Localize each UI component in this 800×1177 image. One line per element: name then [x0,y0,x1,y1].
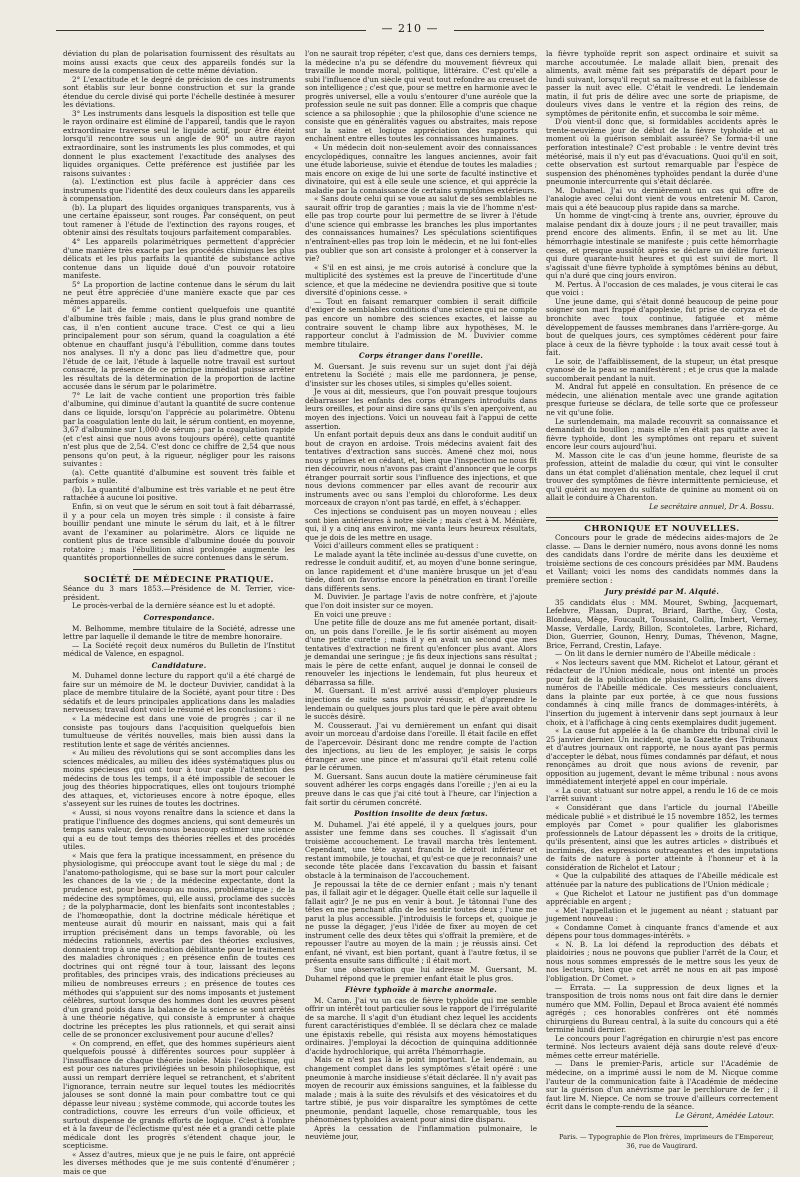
subsection-title: Correspondance. [143,613,215,622]
paragraph: M. Duhamel donne lecture du rapport qu'il a été chargé de faire sur un mémoire de M. le docteur Duvivier, candidat à la place de membre titulaire de la Société, ayant pour titre : Des sédatifs et de leurs principales applications dans les maladies nerveuses; travail dont voici le résumé et les conclusions : [63,671,295,715]
paragraph: l'on ne saurait trop répéter, c'est que, dans ces derniers temps, la médecine n'a pu se défendre du mouvement fiévreux qui travaille le monde moral, politique, littéraire. C'est qu'elle a subi l'influence d'un siècle qui veut tout refondre au creuset de son intelligence ; c'est que, pour se mettre en harmonie avec le progrès universel, elle a voulu s'entourer d'une auréole que la profession seule ne suit pas donner. Elle a compris que chaque science a sa philosophie ; que la philosophie d'une science ne consiste que en généralités vagues ou abstraites, mais repose sur la saine et logique appréciation des rapports qui enchaînent entre elles toutes les connaissances humaines. [305,49,537,144]
subsection-title: Position insolite de deux fœtus. [354,809,488,819]
paragraph: Le soir, de l'affaiblissement, de la stupeur, un état presque cyanosé de la peau se manifestèrent ; et je crus que la malade succomberait pendant la nuit. [546,356,778,383]
subsection-title: Corps étranger dans l'oreille. [358,351,484,361]
paragraph: 7° Le lait de vache contient une proportion très faible d'albumine, qui diminue d'autant la quantité de sucre contenue dans ce liquide, lorsqu'on l'apprécie au polarimètre. Obtenu par la coagulation lente du lait, le sérum contient, en moyenne, 3,67 d'albumine sur 1,000 de sérum ; par la coagulation rapide (et c'est ainsi que nous avons toujours opéré), cette quantité n'est plus que de 2,54. C'est donc ce chiffre de 2,54 que nous pensons qu'on peut, à la rigueur, négliger pour les raisons suivantes : [63,390,295,469]
paragraph: Ces injections se conduisent pas un moyen nouveau ; elles sont bien antérieures à notre siècle ; mais c'est à M. Ménière, qui, il y a cinq ans environ, me vanta leurs heureux résultats, que je dois de les mettre en usage. [305,506,537,542]
paragraph: la fièvre typhoïde reprit son aspect ordinaire et suivit sa marche accoutumée. Le malade allait bien, prenait des aliments, avait même fait ses préparatifs de départ pour le lundi suivant, lorsqu'il reçut sa maîtresse et eut la faiblesse de passer la nuit avec elle. C'était le vendredi. Le lendemain matin, il fut pris de délire avec une sorte de priapisme, de douleurs vives dans le ventre et la région des reins, de symptômes de péritonite enfin, et succomba le soir même. [546,49,778,118]
paragraph: « Au milieu des révolutions qui se sont accomplies dans les sciences médicales, au milieu des idées systématiques plus ou moins spécieuses qui ont tour à tour capté l'attention des médecins de tous les temps, il a été impossible de secouer le joug des théories hippocratiques, elles ont toujours triomphé des attaques, et, victorieuses encore à notre époque, elles s'asseyent sur les ruines de toutes les doctrines. [63,748,295,809]
paragraph: Un enfant portait depuis deux ans dans le conduit auditif un bout de crayon en ardoise. Trois médecins avaient fait des tentatives d'extraction sans succès. Amené chez moi, nous nous y prîmes et en cédant, et, bien que l'inspection ne nous fît rien découvrir, nous n'avons pas craint d'annoncer que le corps étranger pourrait sortir sous l'influence des injections, et que nous devions commencer par elles avant de recourir aux instruments avec ou sans l'emploi du chloroforme. Les deux morceaux de crayon n'ont pas tardé, en effet, à s'échapper. [305,430,537,508]
paragraph: « Aussi, si nous voyons renaître dans la science et dans la pratique l'influence des dogmes anciens, qui sont demeurés un temps sans valeur, devons-nous beaucoup estimer une science qui a eu de tout temps des théories réelles et des procédés utiles. [63,808,295,852]
paragraph: « La cause fut appelée à la 6e chambre du tribunal civil le 25 janvier dernier. Un incident, que la Gazette des Tribunaux et d'autres journaux ont rapporté, ne nous ayant pas permis d'accepter le débat, nous fûmes condamnés par défaut, et nous renonçâmes au droit que nous avions de revenir, par opposition au jugement, devant le même tribunal : nous avons immédiatement interjeté appel en cour impériale. [546,726,778,787]
paragraph: Après la cessation de l'inflammation pulmonaire, le neuvième jour, [305,1123,537,1142]
paragraph: Concours pour le grade de médecins aides-majors de 2e classe. — Dans le dernier numéro, nous avons donné les noms des candidats dans l'ordre de mérite dans les deuxième et troisième sections de ces concours présidées par MM. Baudens et Vaillant; voici les noms des candidats nommés dans la première section : [546,533,779,585]
column-2 [305,50,537,1150]
paragraph: « Assez d'autres, mieux que je ne puis le faire, ont apprécié les diverses méthodes que je me suis contenté d'énumérer ; mais ce que [63,1149,295,1176]
double-rule [546,517,778,521]
paragraph: M. Masson cite le cas d'un jeune homme, fleuriste de sa profession, atteint de maladie du cœur, qui vint le consulter dans un état complet d'aliénation mentale, chez lequel il crut trouver des symptômes de fièvre intermittente pernicieuse, et qu'il guérit au moyen du sulfate de quinine au moment où on allait le conduire à Charenton. [546,450,778,503]
paragraph: Je vous ai dit, messieurs, que l'on pouvait presque toujours débarrasser les enfants des corps étrangers introduits dans leurs oreilles, et pour ainsi dire sans qu'ils s'en aperçoivent, au moyen des injections. Voici un nouveau fait à l'appui de cette assertion. [305,387,537,431]
subsection-title: Jury présidé par M. Alquié. [604,587,720,597]
signature: Le secrétaire annuel, Dr A. Bossu. [649,501,774,511]
paragraph: Mais ce n'est pas là le point important. Le lendemain, au changement complet dans les symptômes s'était opéré : une pneumonie à marche insidieuse s'était déclarée. Il n'y avait pas moyen de recourir aux émissions sanguines, et la faiblesse du malade ; mais à la suite des révulsifs et des vésicatoires et du tartre stibié, je pus voir disparaître les symptômes de cette pneumonie, pendant laquelle, chose remarquable, tous les phénomènes typhoïdes avaient pour ainsi dire disparu. [305,1055,537,1125]
paragraph: 4° Les appareils polarimétriques permettent d'apprécier d'une manière très exacte par les procédés chimiques les plus délicats et les plus parfaits la quantité de substance active contenue dans un liquide doué d'un pouvoir rotatoire manifeste. [63,237,295,281]
paragraph: Enfin, si on veut que le sérum en soit tout à fait débarrassé, il y a pour cela un moyen très simple : il consiste à faire bouillir pendant une minute le sérum du lait, et à le filtrer avant de l'examiner au polarimètre. Alors ce liquide ne contient plus de trace sensible d'albumine douée du pouvoir rotatoire ; mais l'ébullition ainsi prolongée augmente les quantités proportionnelles de sucre contenues dans le sérum. [63,501,295,563]
paragraph: — Tout en faisant remarquer combien il serait difficile d'exiger de semblables conditions d'une science qui ne compte pas encore un nombre des sciences exactes, et laisse au contraire souvent le champ libre aux hypothèses, M. le rapporteur conclut à l'admission de M. Duvivier comme membre titulaire. [305,296,537,349]
page-header [56,22,764,40]
paragraph: Je repoussai la tête de ce dernier enfant ; mais n'y tenant pas, il fallait agir et le dégager. Quelle était celle sur laquelle il fallait agir? Je ne pus en venir à bout. Je tâtonnai l'une des têtes en me penchant afin de les sentir toutes deux ; l'une me parut la plus accessible. J'introduisis le forceps et, quoique je ne pusse la dégager, j'eus l'idée de fixer au moyen de cet instrument celle des deux têtes qui s'offrait la première, et de repousser l'autre au moyen de la main ; je réussis ainsi. Cet enfant, né vivant, est bien portant, quant à l'autre fœtus, il se présenta ensuite sans difficulté ; il était mort. [305,879,537,966]
section-title: CHRONIQUE ET NOUVELLES. [584,522,740,533]
paragraph: Une jeune dame, qui s'était donné beaucoup de peine pour soigner son mari frappé d'apoplexie, fut prise de coryza et de bronchite avec toux continue, fatiguée et même développement de fausses membranes dans l'arrière-gorge. Au bout de quelques jours, ces symptômes cédèrent pour faire place à ceux de la fièvre typhoïde : la toux avait cessé tout à fait. [546,296,778,358]
ornament-divider [63,566,295,572]
subsection-title: Fièvre typhoïde à marche anormale. [344,985,498,995]
paragraph: (b). La plupart des liquides organiques transparents, vus à une certaine épaisseur, sont rouges. Par conséquent, on peut tout ramener à l'étude de l'extinction des rayons rouges, et obtenir ainsi des résultats toujours parfaitement comparables. [63,202,295,238]
paragraph: M. Andral fut appelé en consultation. En présence de ce médecin, une aliénation mentale avec une grande agitation presque furieuse se déclara, de telle sorte que ce professeur ne vit qu'une folie. [546,382,778,417]
ornament-divider [546,1123,778,1129]
paragraph: M. Cousseraut. J'ai vu dernièrement un enfant qui disait avoir un morceau d'ardoise dans l'oreille. Il était facile en effet de l'apercevoir. Désirant donc me rendre compte de l'action des injections, au lieu de les employer, je saisis le corps étranger avec une pince et m'assurai qu'il était retenu collé par le cérumen. [305,720,537,773]
paragraph: M. Belhomme, membre titulaire de la Société, adresse une lettre par laquelle il demande le titre de membre honoraire. [63,623,295,642]
paragraph: Le malade ayant la tête inclinée au-dessus d'une cuvette, on redresse le conduit auditif, et, au moyen d'une bonne seringue, on lance rapidement et d'une manière brusque un jet d'eau tiède, dont on favorise encore la pénétration en tirant l'oreille dans différents sens. [305,549,537,593]
paragraph: M. Duvivier. Je partage l'avis de notre confrère, et j'ajoute que l'on doit insister sur ce moyen. [305,592,537,610]
paragraph: (b). La quantité d'albumine est très variable et ne peut être rattachée à aucune loi positive. [63,484,295,503]
paragraph: M. Duhamel. J'ai été appelé, il y a quelques jours, pour assister une femme dans ses couches. Il s'agissait d'un troisième accouchement. Le travail marcha très lentement. Cependant, une tête ayant franchi le détroit inférieur et restant immobile, je touchai, et qu'est-ce que je reconnais? une seconde tête placée dans l'excavation du bassin et faisant obstacle à la terminaison de l'accouchement. [305,819,537,880]
paragraph: (a). L'extinction est plus facile à apprécier dans ces instruments que l'identité des deux couleurs dans les appareils à compensation. [63,177,295,204]
paragraph: D'où vient-il donc que, si formidables accidents après le trente-neuvième jour de début de la fièvre typhoïde et au moment où la guérison semblait assurée? Se forma-t-il une perforation intestinale? C'est probable : le ventre devint très météorisé, mais il n'y eut pas d'évacuations. Quoi qu'il en soit, cette observation est surtout remarquable par l'espèce de suspension des phénomènes typhoïdes pendant la durée d'une pneumonie intercurrente qui s'était déclarée. [546,117,778,187]
paragraph: « Un médecin doit non-seulement avoir des connaissances encyclopédiques, connaître les langues anciennes, avoir fait une étude laborieuse, suivie et étendue de toutes les maladies ; mais encore on exige de lui une sorte de faculté instinctive et divinatoire, qui est à elle seule une science, et qui apprécie la maladie par la connaissance de certains symptômes extérieurs. [305,143,537,195]
paragraph: M. Pertus. À l'occasion de ces malades, je vous citerai le cas que voici : [546,279,778,298]
paragraph: « Condamne Comet à cinquante francs d'amende et aux dépens pour tous dommages-intérêts. » [546,922,778,941]
paragraph: Le procès-verbal de la dernière séance est lu et adopté. [72,601,276,611]
paragraph: — Errata. — La suppression de deux lignes et la transposition de trois noms nous ont fait dire dans le dernier numéro que MM. Follin, Depaul et Broca avaient été nommés agrégés ; ces honorables confrères ont été nommés chirurgiens du Bureau central, à la suite du concours qui a été terminé lundi dernier. [546,982,778,1035]
paragraph: Le concours pour l'agrégation en chirurgie n'est pas encore terminé. Nos lecteurs avaient déjà sans doute relevé d'eux-mêmes cette erreur matérielle. [546,1033,778,1060]
paragraph: « La médecine est dans une voie de progrès ; car il ne consiste pas toujours dans l'acquisition quelquefois bien tumultueuse de vérités nouvelles, mais bien aussi dans la restitution lente et sage de vérités anciennes. [63,714,295,749]
paragraph: M. Caron. J'ai vu un cas de fièvre typhoïde qui me semble offrir un intérêt tout particulier sous le rapport de l'irrégularité de sa marche. Il s'agit d'un étudiant chez lequel les accidents furent caractéristiques d'emblée. Il se déclara chez ce malade une épistaxis rebelle, qui résista aux moyens hémostatiques ordinaires. J'employai la décoction de quinquina additionnée d'acide hydrochlorique, qui arrêta l'hémorrhagie. [305,995,537,1056]
paragraph: 5° La proportion de lactine contenue dans le sérum du lait ne peut être appréciée d'une manière exacte que par ces mêmes appareils. [63,279,295,306]
paragraph: « On comprend, en effet, que des hommes supérieurs aient quelquefois poussé à différentes sources pour suppléer à l'insuffisance de chaque théorie isolée. Mais l'éclectisme, qui est pour ces natures privilégiées un besoin philosophique, est aussi un rempart derrière lequel se retranchent, et s'abritent l'ignorance, terrain neutre sur lequel toutes les médiocrités jalouses se sont donné la main pour combattre tout ce qui dépasse leur niveau ; système commode, qui accorde toutes les contradictions, couvre les erreurs d'un voile officieux, et surtout dispense de grands efforts de logique. C'est à l'ombre et à la faveur de l'éclectisme qu'est née et a grandi cette plaie médicale dont les progrès s'étendent chaque jour, le scepticisme. [63,1038,295,1151]
header-rule-right [454,30,764,31]
paragraph: Un homme de vingt-cinq à trente ans, ouvrier, éprouve du malaise pendant dix à douze jours ; il ne peut travailler, mais prend encore des aliments. Enfin, il se met au lit. Une hémorrhagie intestinale se manifeste ; puis cette hémorrhagie cesse, et presque aussitôt après se déclare un délire furieux qui dure quarante-huit heures et qui est suivi de mort. Il s'agissait d'une fièvre typhoïde à symptômes bénins au début, qui n'a duré que cinq jours environ. [546,211,778,281]
paragraph: — La Société reçoit deux numéros du Bulletin de l'Institut médical de Valence, en espagnol. [63,640,295,659]
paragraph: — On lit dans le dernier numéro de l'Abeille médicale : [555,649,756,659]
paragraph: Sur une observation que lui adresse M. Guersant, M. Duhamel répond que le premier enfant était le plus gros. [305,964,537,983]
page-number: — 210 — [381,22,439,35]
subsection-title: Candidature. [151,660,207,670]
paragraph: M. Duhamel. J'ai vu dernièrement un cas qui offre de l'analogie avec celui dont vient de vous entretenir M. Caron, mais qui a été beaucoup plus rapide dans sa marche. [546,185,778,212]
column-1 [63,49,295,1176]
gerant-signature: Le Gérant, Amédée Latour. [675,1110,774,1120]
paragraph: M. Guersant. Je suis revenu sur un sujet dont j'ai déjà entretenu la Société ; mais elle me pardonnera, je pense, d'insister sur les choses utiles, si simples qu'elles soient. [305,361,537,388]
paragraph: Une petite fille de douze ans me fut amenée portant, disait-on, un pois dans l'oreille. Je le fis sortir aisément au moyen d'une petite curette ; mais il y en avait un second que mes tentatives d'extraction ne firent qu'enfoncer plus avant. Alors je demandai une seringue ; je fis deux injections sans résultat ; mais le père de cette enfant, auquel je donnai le conseil de renouveler les injections le lendemain, fut plus heureux et débarrassa sa fille. [305,618,537,687]
paragraph: « Met l'appellation et le jugement au néant ; statuant par jugement nouveau : [546,905,778,924]
paragraph: En voici une preuve : [314,609,392,619]
paragraph: Voici d'ailleurs comment elles se pratiquent : [314,541,479,551]
paragraph: « Mais que fera la pratique incessamment, en présence du physiologisme, qui préoccupe avant tout le siège du mal ; de l'anatomo-pathologisme, qui se base sur la mort pour calculer les chances de la vie ; de la médecine expectante, dont la prudence est, pour beaucoup au moins, problématique ; de la médecine des symptômes, qui, elle aussi, proclame des succès ; de la polypharmacie, dont les bienfaits sont incontestables ; de l'homœopathie, dont la doctrine médicale hérétique et menteuse aurait dû mourir en naissant, mais qui a fait irruption précisément dans un temps favorable, où les médecins rationnels, avertis par des théories exclusives, donnaient trop à une médication débilitante pour le traitement des maladies chroniques ; en présence enfin de toutes ces doctrines qui ont régné tour à tour, laissant des leçons profitables, des principes vrais, des indications précieuses au milieu de nombreuses erreurs ; en présence de toutes ces méthodes qui s'appuient sur des noms imposants et justement célèbres, surtout lorsque des hommes dont les œuvres pèsent d'un grand poids dans la balance de la science se sont arrêtés à une théorie négative, qui consiste à emprunter à chaque doctrine les préceptes les plus rationnels, et qui serait ainsi celle de se prononcer exclusivement pour aucune d'elles? [63,850,295,1040]
paragraph: M. Guersant. Il m'est arrivé aussi d'employer plusieurs injections de suite sans pouvoir réussir, et d'apprendre le lendemain ou quelques jours plus tard que le père avait obtenu le succès désiré. [305,686,537,722]
paragraph: 6° Le lait de femme contient quelquefois une quantité d'albumine très faible ; mais, dans le plus grand nombre de cas, il n'en contient aucune trace. C'est ce qui a lieu principalement pour son sérum, quand la coagulation a été obtenue en chauffant jusqu'à l'ébullition, comme dans toutes nos analyses. Il n'y a donc pas lieu d'admettre que, pour l'étude de ce lait, l'étude à laquelle notre travail est surtout consacré, la présence de ce principe immédiat puisse arrêter les résultats de la détermination de la proportion de lactine accusée dans le sérum par le polarimètre. [63,305,295,392]
paragraph: déviation du plan de polarisation fournissent des résultats au moins aussi exacts que ceux des appareils fondés sur la mesure de la compensation de cette même déviation. [63,49,295,76]
paragraph: 3° Les instruments dans lesquels la disposition est telle que le rayon ordinaire est éliminé de l'appareil, tandis que le rayon extraordinaire traverse seul le liquide actif, pour être éteint lorsqu'il rencontre sous un angle de 90° un autre rayon extraordinaire, sont les instruments les plus commodes, et qui donnent le plus exactement l'exactitude des analyses des liquides organiques. Cette préférence est justifiée par les raisons suivantes : [63,108,295,178]
paragraph: « Considérant que dans l'article du journal l'Abeille médicale publié » et distribué le 15 novembre 1852, les termes employés par Comet » pour qualifier les glaborismes professionnels de Latour dépassent les » droits de la critique, qu'ils présentent, ainsi que les autres articles » distribués et incriminés, des expressions outrageantes et des imputations de faits de nature à porter atteinte à l'honneur et à la considération de Richelot et Latour ; [546,803,778,872]
column-3 [546,50,778,1150]
paragraph: (a). Cette quantité d'albumine est souvent très faible et parfois » nulle. [63,467,295,486]
section-title: SOCIÉTÉ DE MÉDECINE PRATIQUE. [84,573,274,584]
paragraph: — Dans le premier-Paris, article sur l'Académie de médecine, on a imprimé aussi le nom de M. Nicque comme l'auteur de la communication faite à l'Académie de médecine sur la guérison d'un anévrisme par le perchlorure de fer ; il faut lire M. Niepce. Ce nom se trouve d'ailleurs correctement écrit dans le compte-rendu de la séance. [546,1059,778,1112]
paragraph: M. Guersant. Sans aucun doute la matière cérumineuse fait souvent adhérer les corps engagés dans l'oreille ; j'en ai eu la preuve dans le cas que j'ai cité tout à l'heure, car l'injection a fait sortir du cérumen concrété. [305,771,537,807]
paragraph: 35 candidats élus : MM. Mouret, Swbing, Jacquemart, Lefebvre, Plassan, Duprat, Briard, Barthe, Guy, Costa, Blondeau, Mège, Foucault, Toussaint, Collin, Imbert, Verney, Masse, Verdalle, Lardy, Billon, Scontoletes, Larbre, Richard, Dion, Guerrier, Gounon, Henry, Dumas, Thévenon, Magne, Brice, Ferrand, Crestin, Lafaye. [546,597,778,650]
printer-imprint: Paris. — Typographie de Plon frères, imprimeurs de l'Empereur, 36, rue de Vaugirard. [558,1133,775,1150]
paragraph: Séance du 3 mars 1853.—Présidence de M. Terrier, vice-président. [63,584,295,602]
paragraph: « N. B. La loi défend la reproduction des débats et plaidoiries ; nous ne pouvons que publier l'arrêt de la Cour, et nous nous sommes empressés de le mettre sous les yeux de nos lecteurs, bien que cet arrêt ne nous en ait pas imposé l'obligation. Dr Comet. » [546,939,778,983]
paragraph: 2° L'exactitude et le degré de précision de ces instruments sont établis sur leur bonne construction et sur la grande étendue du cercle divisé qui porte l'échelle destinée à mesurer les déviations. [63,74,295,110]
paragraph: « La cour, statuant sur notre appel, a rendu le 16 de ce mois l'arrêt suivant : [546,785,778,804]
paragraph: « Nos lecteurs savent que MM. Richelot et Latour, gérant et rédacteur de l'Union médicale, nous ont intenté un procès pour fait de la publication de plusieurs articles dans divers numéros de l'Abeille médicale. Ces messieurs concluaient, dans la plainte par eux portée, à ce que nous fussions condamnés à cinq mille francs de dommages-intérêts, à l'insertion du jugement à intervenir dans sept journaux à leur choix, et à l'affichage à cinq cents exemplaires dudit jugement. [546,657,778,727]
paragraph: « Sans doute celui qui se voue au salut de ses semblables ne saurait offrir trop de garanties ; mais la vie de l'homme n'est-elle pas trop courte pour lui permettre de se livrer à l'étude d'une science qui embrasse les branches les plus importantes des connaissances humaines? Les spéculations scientifiques n'entraînent-elles pas trop loin le médecin, et ne lui font-elles pas oublier que son art consiste à prolonger et à conserver la vie? [305,194,537,264]
paragraph: « S'il en est ainsi, je me crois autorisé à conclure que la multiplicité des systèmes est la preuve de l'incertitude d'une science, et que la médecine ne deviendra positive que si toute diversité d'opinions cesse. » [305,262,537,298]
paragraph: « Que Richelot et Latour ne justifient pas d'un dommage appréciable en argent ; [546,888,778,907]
paragraph: « Que la culpabilité des attaques de l'Abeille médicale est atténuée par la nature des publications de l'Union médicale ; [546,871,778,889]
paragraph: Le surlendemain, ma malade recouvrit sa connaissance et demandait du bouillon ; mais elle n'en était pas quitte avec la fièvre typhoïde, dont les symptômes ont reparu et suivent encore leur cours aujourd'hui. [546,416,778,452]
